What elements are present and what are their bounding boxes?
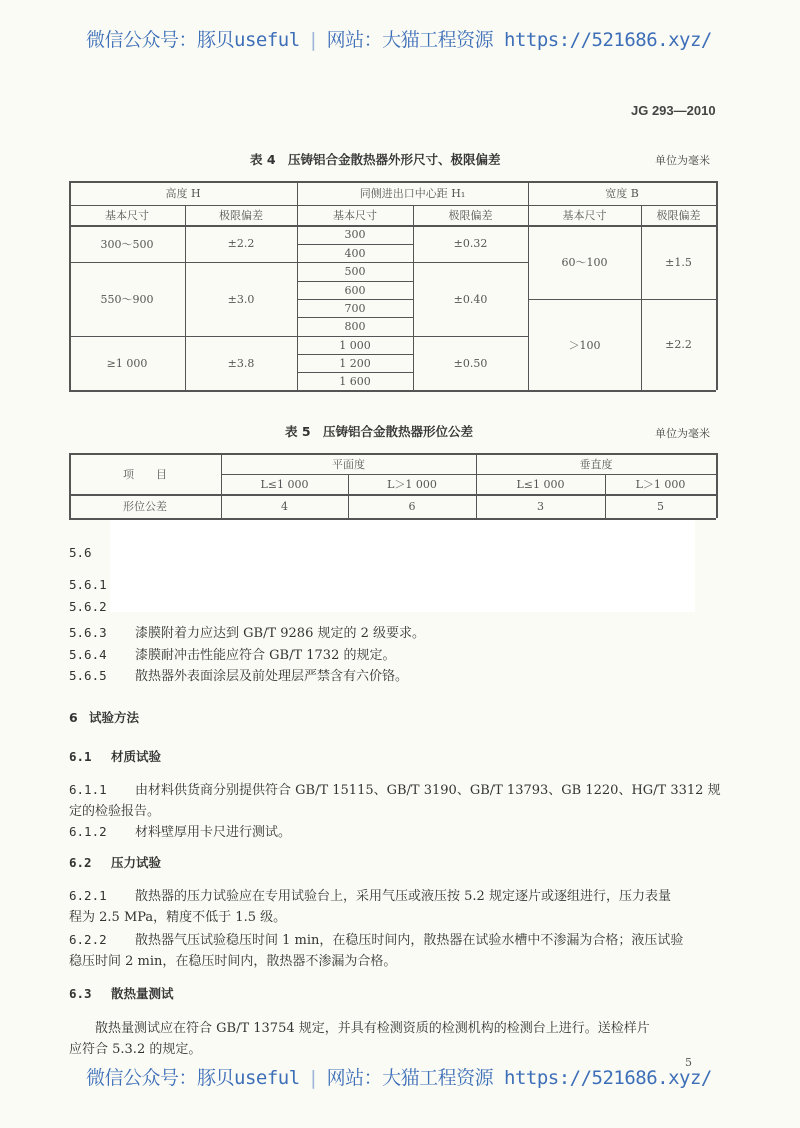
section-6-1-1 (69, 779, 721, 798)
table4-center-tolerance: ±0.50 (453, 356, 488, 370)
table4-subheader: 极限偏差 (656, 209, 701, 222)
table4-height-size: 300～500 (100, 237, 154, 251)
table5-value: 6 (408, 499, 416, 513)
table4-group-header: 宽度 B (605, 187, 639, 200)
table5-unit: 单位为毫米 (655, 427, 710, 440)
section-text-continued: 程为 2.5 MPa，精度不低于 1.5 级。 (69, 910, 287, 925)
section-text-continued: 应符合 5.3.2 的规定。 (69, 1042, 202, 1057)
section-number: 6.1.2 (69, 824, 107, 839)
table4-center-size: 1 200 (339, 356, 371, 370)
table4-center-size: 400 (344, 246, 366, 260)
section-number: 6.2 (69, 855, 92, 870)
table4-height-tolerance: ±2.2 (227, 237, 255, 250)
table4-width-size: ＞100 (568, 338, 601, 352)
section-6-heading (69, 708, 139, 726)
table4-group-header: 高度 H (165, 187, 201, 200)
table4-center-size: 1 600 (339, 374, 371, 388)
table5-subheader: L≤1 000 (516, 477, 565, 491)
table5-value: 3 (537, 499, 544, 513)
table4-width-tolerance: ±1.5 (665, 255, 692, 269)
table4-group-header: 同侧进出口中心距 H₁ (359, 187, 466, 200)
section-number: 6.1.1 (69, 782, 107, 797)
section-number: 5.6.3 (69, 625, 107, 640)
watermark-header (86, 25, 712, 52)
section-6-2-2 (69, 929, 683, 948)
table4-center-size: 600 (344, 283, 366, 297)
section-title: 压力试验 (111, 855, 162, 870)
section-number: 6.3 (69, 986, 92, 1001)
section-text: 材料壁厚用卡尺进行测试。 (135, 825, 292, 840)
section-5-6-4 (69, 644, 395, 663)
section-text: 散热器的压力试验应在专用试验台上，采用气压或液压按 5.2 规定逐片或逐组进行，压力表量 (135, 889, 671, 904)
section-number: 6.2.2 (69, 932, 107, 947)
table4-height-size: ≥1 000 (106, 356, 148, 370)
table4-subheader: 极限偏差 (448, 209, 493, 222)
section-text: 散热器外表面涂层及前处理层严禁含有六价铬。 (135, 669, 409, 684)
section-title: 材质试验 (111, 749, 162, 764)
section-number: 5.6.1 (69, 577, 107, 592)
table5-value: 4 (281, 499, 288, 513)
watermark-footer (86, 1063, 712, 1090)
section-number: 5.6.4 (69, 647, 107, 662)
table4-center-size: 700 (344, 301, 366, 315)
table4-center-tolerance: ±0.40 (453, 292, 488, 306)
section-text: 由材料供货商分别提供符合 GB/T 15115、GB/T 3190、GB/T 13793、GB 1220、HG/T 3312 规 (135, 783, 721, 798)
table4-center-tolerance: ±0.32 (453, 237, 488, 250)
table4-width-tolerance: ±2.2 (665, 338, 692, 351)
table4-subheader: 基本尺寸 (105, 209, 149, 222)
table5-subheader: L＞1 000 (387, 478, 437, 491)
section-number: 5.6.5 (69, 668, 107, 683)
section-number: 5.6.2 (69, 599, 107, 614)
section-text: 散热器气压试验稳压时间 1 min，在稳压时间内，散热器在试验水槽中不渗漏为合格；液压试验 (135, 933, 684, 948)
watermark-separator: | (307, 29, 319, 51)
section-6-2-heading (69, 853, 161, 871)
table5-row-label: 形位公差 (123, 500, 167, 513)
table5-item-header: 项 目 (123, 467, 167, 481)
table-rule (69, 390, 716, 392)
section-number: 6.1 (69, 749, 92, 764)
watermark-wechat: 微信公众号：豚贝useful (86, 29, 300, 51)
section-6-3-heading (69, 984, 174, 1002)
table4-center-size: 300 (344, 228, 366, 241)
watermark-website: 网站：大猫工程资源 https://521686.xyz/ (326, 1067, 712, 1089)
table4-height-tolerance: ±3.0 (227, 292, 255, 306)
table4-center-size: 500 (344, 265, 366, 278)
table5-subheader: L≤1 000 (260, 477, 309, 491)
table5-group-header: 平面度 (332, 457, 365, 471)
section-6-1-2 (69, 821, 291, 840)
table4-caption: 表 4 压铸铝合金散热器外形尺寸、极限偏差 (250, 152, 501, 167)
section-6-1-heading (69, 747, 161, 765)
section-number: 5.6 (69, 545, 92, 560)
document-code: JG 293—2010 (631, 103, 716, 118)
section-text: 漆膜附着力应达到 GB/T 9286 规定的 2 级要求。 (135, 626, 426, 641)
table4-subheader: 基本尺寸 (562, 209, 607, 222)
redaction-block (110, 520, 695, 612)
watermark-website: 网站：大猫工程资源 https://521686.xyz/ (326, 29, 712, 51)
watermark-wechat: 微信公众号：豚贝useful (86, 1067, 300, 1089)
table5-group-header: 垂直度 (579, 457, 613, 471)
table4-width-size: 60～100 (561, 256, 608, 269)
page-number: 5 (685, 1056, 692, 1069)
section-text: 漆膜耐冲击性能应符合 GB/T 1732 的规定。 (135, 648, 396, 663)
section-number: 6.2.1 (69, 888, 107, 903)
section-text-continued: 稳压时间 2 min，在稳压时间内，散热器不渗漏为合格。 (69, 954, 397, 969)
section-title: 试验方法 (89, 710, 140, 725)
section-text-continued: 定的检验报告。 (69, 804, 161, 819)
table-rule (716, 181, 718, 390)
table4-subheader: 基本尺寸 (333, 209, 377, 222)
table4-height-size: 550～900 (100, 293, 154, 306)
table4-unit: 单位为毫米 (655, 154, 710, 167)
section-title: 散热量测试 (111, 986, 174, 1001)
section-5-6-5 (69, 665, 408, 684)
table4-height-tolerance: ±3.8 (227, 356, 255, 370)
section-6-3-paragraph: 散热量测试应在符合 GB/T 13754 规定，并具有检测资质的检测机构的检测台上进行。送检样片 (95, 1021, 650, 1036)
section-5-6-3 (69, 622, 425, 641)
table5-caption: 表 5 压铸铝合金散热器形位公差 (285, 424, 474, 439)
table4-center-size: 1 000 (339, 338, 371, 352)
section-number: 6 (69, 710, 78, 725)
section-6-2-1 (69, 885, 671, 904)
table-rule (716, 453, 718, 518)
table4-subheader: 极限偏差 (219, 209, 263, 222)
table5-value: 5 (657, 499, 664, 513)
table5-subheader: L＞1 000 (635, 478, 686, 491)
table4-center-size: 800 (344, 320, 366, 333)
watermark-separator: | (307, 1067, 319, 1089)
